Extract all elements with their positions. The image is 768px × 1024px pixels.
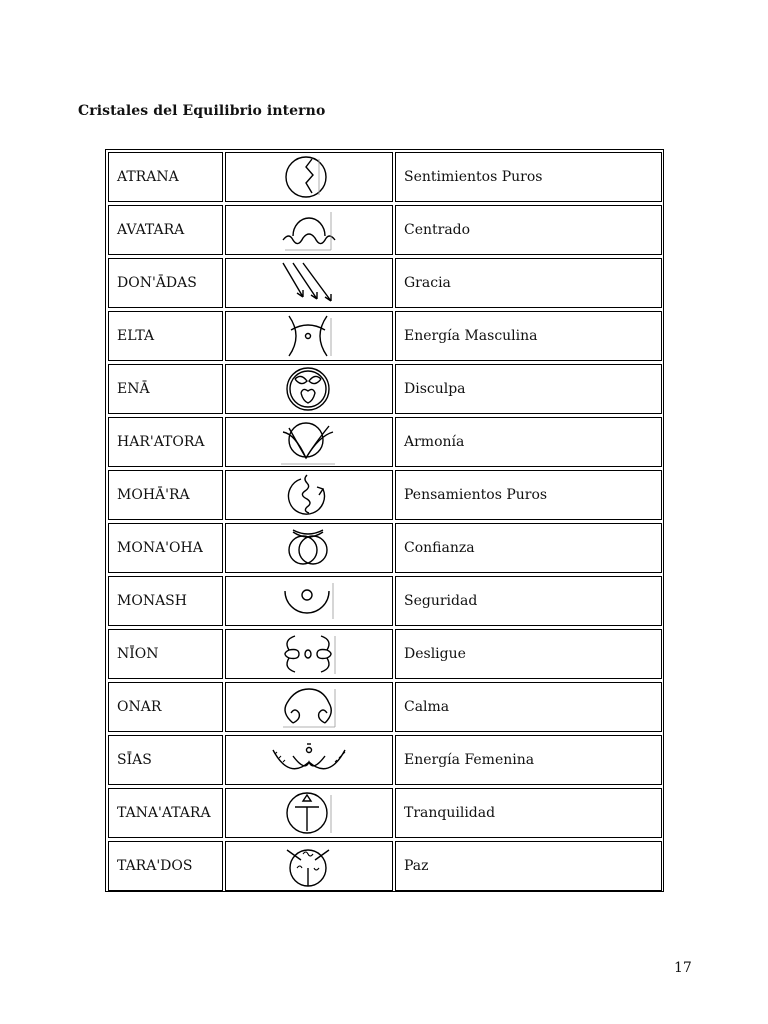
crystal-name: ONAR xyxy=(117,699,162,715)
elta-symbol-icon xyxy=(279,312,339,360)
tarados-symbol-icon xyxy=(279,842,339,890)
crystal-name: TANA'ATARA xyxy=(117,805,211,821)
crystal-meaning: Tranquilidad xyxy=(404,805,496,821)
crystal-name: MONA'OHA xyxy=(117,540,203,556)
table-row xyxy=(108,682,662,732)
tanaatara-symbol-icon xyxy=(279,789,339,837)
crystal-meaning: Sentimientos Puros xyxy=(404,169,543,185)
table-row xyxy=(108,629,662,679)
onar-symbol-icon xyxy=(279,683,339,731)
crystal-name: ATRANA xyxy=(117,169,179,185)
table-row xyxy=(108,523,662,573)
table-row xyxy=(108,311,662,361)
crystal-name: AVATARA xyxy=(117,222,185,238)
table-row xyxy=(108,364,662,414)
crystal-name: TARA'DOS xyxy=(117,858,193,874)
table-row xyxy=(108,417,662,467)
crystals-table xyxy=(105,149,664,892)
sias-symbol-icon xyxy=(279,736,339,784)
ena-symbol-icon xyxy=(279,365,339,413)
crystal-meaning: Seguridad xyxy=(404,593,478,609)
crystal-meaning: Paz xyxy=(404,858,429,874)
crystal-name: HAR'ATORA xyxy=(117,434,205,450)
table-row xyxy=(108,470,662,520)
nion-symbol-icon xyxy=(279,630,339,678)
crystal-meaning: Pensamientos Puros xyxy=(404,487,548,503)
crystal-name: NĪON xyxy=(117,646,159,662)
table-row xyxy=(108,152,662,202)
page-number: 17 xyxy=(674,960,692,976)
crystal-name: SĪAS xyxy=(117,752,152,768)
table-row xyxy=(108,576,662,626)
crystal-meaning: Disculpa xyxy=(404,381,466,397)
crystal-name: DON'ĀDAS xyxy=(117,275,197,291)
avatara-symbol-icon xyxy=(279,206,339,254)
crystal-meaning: Gracia xyxy=(404,275,451,291)
crystal-meaning: Centrado xyxy=(404,222,471,238)
haratora-symbol-icon xyxy=(279,418,339,466)
table-row xyxy=(108,258,662,308)
crystal-meaning: Energía Masculina xyxy=(404,328,538,344)
mohara-symbol-icon xyxy=(279,471,339,519)
crystal-meaning: Armonía xyxy=(404,434,465,450)
crystal-meaning: Desligue xyxy=(404,646,466,662)
crystal-name: MOHĀ'RA xyxy=(117,487,190,503)
table-row xyxy=(108,788,662,838)
crystal-name: ENĀ xyxy=(117,381,150,397)
table-row xyxy=(108,205,662,255)
monaoha-symbol-icon xyxy=(279,524,339,572)
crystal-meaning: Confianza xyxy=(404,540,475,556)
crystal-meaning: Calma xyxy=(404,699,450,715)
monash-symbol-icon xyxy=(279,577,339,625)
table-row xyxy=(108,735,662,785)
donadas-symbol-icon xyxy=(279,259,339,307)
page-title: Cristales del Equilibrio interno xyxy=(78,103,326,119)
crystal-name: MONASH xyxy=(117,593,187,609)
atrana-symbol-icon xyxy=(279,153,339,201)
crystal-meaning: Energía Femenina xyxy=(404,752,535,768)
table-row xyxy=(108,841,662,891)
crystal-name: ELTA xyxy=(117,328,155,344)
